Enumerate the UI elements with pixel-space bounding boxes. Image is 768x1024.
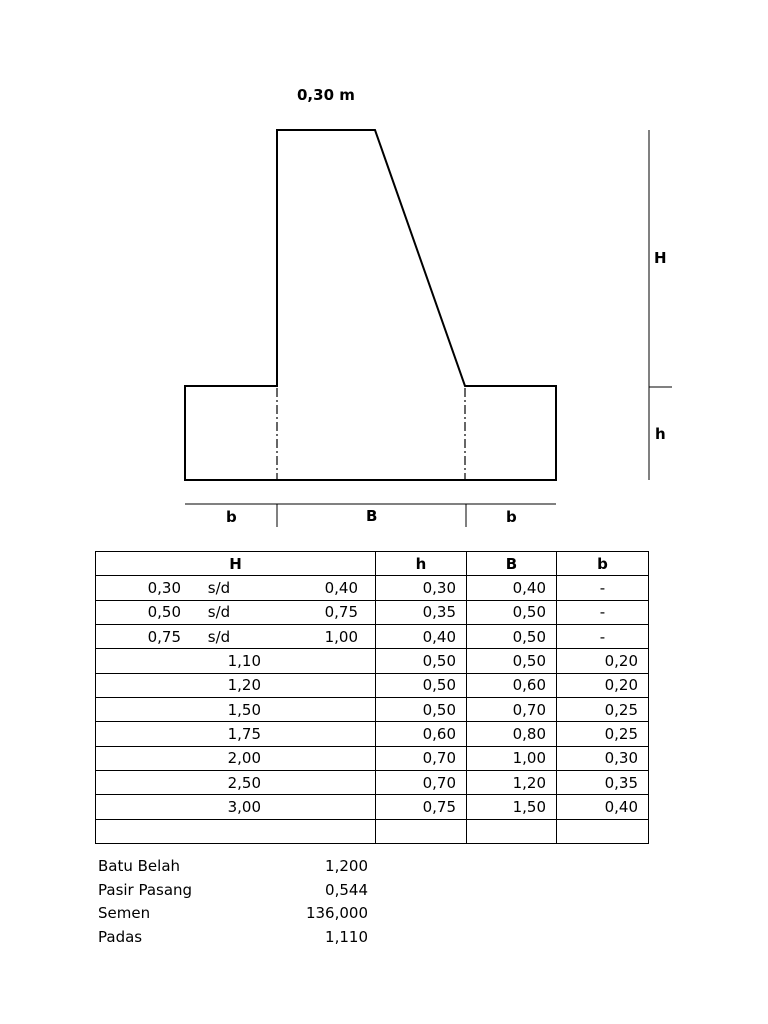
cell-b: - xyxy=(557,576,649,600)
cell-H xyxy=(96,819,376,843)
dimension-table xyxy=(95,551,649,844)
cell-B: 1,50 xyxy=(467,795,557,819)
material-value: 1,110 xyxy=(325,927,368,946)
width-b-left-label: b xyxy=(226,508,237,526)
H-value: 2,00 xyxy=(227,749,261,768)
H-value: 3,00 xyxy=(227,798,261,817)
H-from: 0,30 xyxy=(147,579,181,598)
cell-h: 0,50 xyxy=(376,698,467,722)
cell-b: 0,40 xyxy=(557,795,649,819)
table-header-row xyxy=(96,552,649,576)
cell-H xyxy=(96,673,376,697)
table-row xyxy=(96,673,649,697)
H-value: 2,50 xyxy=(227,773,261,792)
cell-h: 0,50 xyxy=(376,673,467,697)
width-b-right-label: b xyxy=(506,508,517,526)
height-H-label: H xyxy=(654,249,667,267)
cell-h: 0,70 xyxy=(376,771,467,795)
table-row xyxy=(96,649,649,673)
material-name: Pasir Pasang xyxy=(98,880,193,899)
H-from: 0,50 xyxy=(147,603,181,622)
table-row xyxy=(96,600,649,624)
H-to: 0,40 xyxy=(324,579,358,598)
range-separator: s/d xyxy=(207,603,231,622)
cell-H xyxy=(96,771,376,795)
range-separator: s/d xyxy=(207,627,231,646)
material-name: Batu Belah xyxy=(98,857,181,875)
cell-B: 0,40 xyxy=(467,576,557,600)
cell-h: 0,60 xyxy=(376,722,467,746)
table-row xyxy=(96,698,649,722)
table-row-empty xyxy=(96,819,649,843)
H-value: 1,75 xyxy=(227,725,261,744)
material-value: 136,000 xyxy=(305,904,368,922)
table-row xyxy=(96,795,649,819)
cell-B: 1,20 xyxy=(467,771,557,795)
cell-B: 0,50 xyxy=(467,625,557,649)
cell-B: 1,00 xyxy=(467,746,557,770)
cell-b: - xyxy=(557,625,649,649)
cell-h: 0,75 xyxy=(376,795,467,819)
cell-h: 0,35 xyxy=(376,600,467,624)
cell-h: 0,30 xyxy=(376,576,467,600)
cell-H-range xyxy=(96,576,376,600)
H-value: 1,50 xyxy=(227,700,261,719)
cell-H xyxy=(96,795,376,819)
cell-b: 0,25 xyxy=(557,698,649,722)
cell-H xyxy=(96,722,376,746)
range-separator: s/d xyxy=(207,579,231,598)
table-row xyxy=(96,576,649,600)
material-row xyxy=(98,902,368,926)
cell-b: 0,25 xyxy=(557,722,649,746)
H-to: 1,00 xyxy=(324,627,358,646)
cell-h: 0,70 xyxy=(376,746,467,770)
cell-H xyxy=(96,649,376,673)
table-row xyxy=(96,771,649,795)
cell-h: 0,40 xyxy=(376,625,467,649)
H-value: 1,10 xyxy=(227,652,261,671)
table-row xyxy=(96,722,649,746)
material-name: Semen xyxy=(98,904,151,922)
cell-B xyxy=(467,819,557,843)
header-H: H xyxy=(96,552,376,576)
wall-outline xyxy=(185,130,556,480)
header-h: h xyxy=(376,552,467,576)
material-row xyxy=(98,926,368,950)
header-b: b xyxy=(557,552,649,576)
table-row xyxy=(96,746,649,770)
height-h-label: h xyxy=(655,425,666,443)
H-to: 0,75 xyxy=(324,603,358,622)
cell-B: 0,50 xyxy=(467,600,557,624)
H-value: 1,20 xyxy=(227,676,261,695)
cell-B: 0,60 xyxy=(467,673,557,697)
top-width-label: 0,30 m xyxy=(297,86,355,104)
cell-B: 0,50 xyxy=(467,649,557,673)
cell-B: 0,80 xyxy=(467,722,557,746)
width-B-label: B xyxy=(366,507,378,525)
material-row xyxy=(98,855,368,879)
H-from: 0,75 xyxy=(147,627,181,646)
cell-B: 0,70 xyxy=(467,698,557,722)
cell-b xyxy=(557,819,649,843)
cell-b: 0,20 xyxy=(557,673,649,697)
cell-H-range xyxy=(96,625,376,649)
cell-b: 0,35 xyxy=(557,771,649,795)
material-row xyxy=(98,879,368,903)
material-value: 0,544 xyxy=(325,880,368,899)
materials-list xyxy=(98,855,368,949)
header-B: B xyxy=(467,552,557,576)
material-name: Padas xyxy=(98,927,143,946)
cell-H-range xyxy=(96,600,376,624)
cell-H xyxy=(96,698,376,722)
cell-H xyxy=(96,746,376,770)
material-value: 1,200 xyxy=(325,857,368,875)
cell-b: - xyxy=(557,600,649,624)
cell-h xyxy=(376,819,467,843)
table-row xyxy=(96,625,649,649)
cell-b: 0,20 xyxy=(557,649,649,673)
cell-b: 0,30 xyxy=(557,746,649,770)
cell-h: 0,50 xyxy=(376,649,467,673)
